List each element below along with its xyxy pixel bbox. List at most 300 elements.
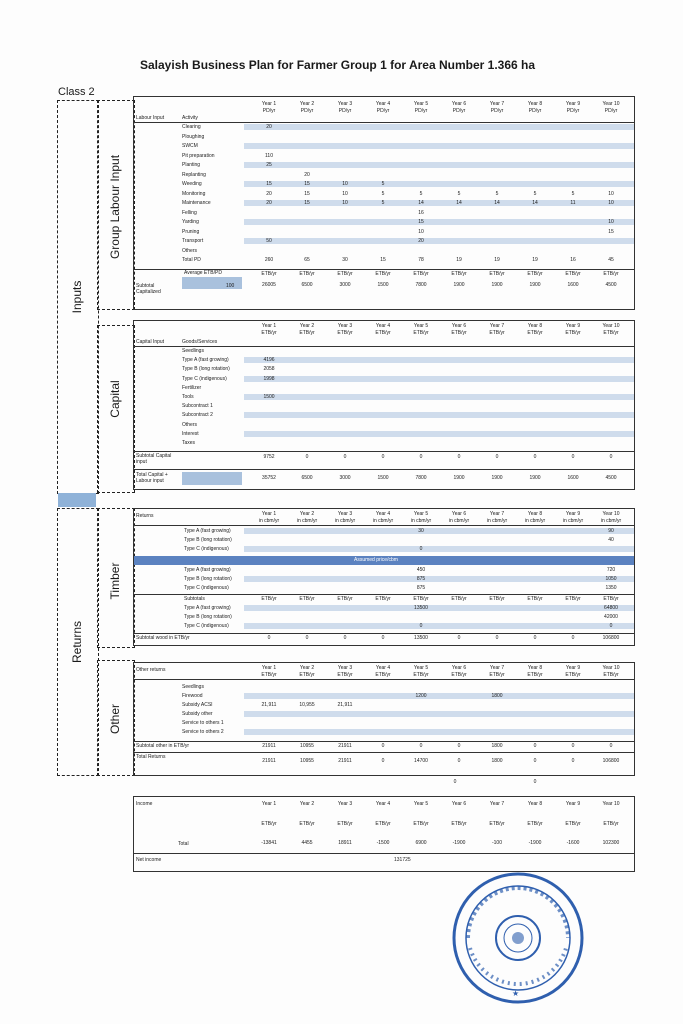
row-label: Type C (indigenous) <box>182 375 227 382</box>
sep <box>134 346 634 347</box>
cell-value: 0 <box>609 743 613 749</box>
sep <box>134 451 634 452</box>
unit2: ETB/yr <box>337 271 353 277</box>
unit2: ETB/yr <box>451 271 467 277</box>
cell-value: 5 <box>419 190 423 197</box>
cell-value: 21,911 <box>261 702 277 708</box>
unit-header: ETB/yr <box>565 330 581 336</box>
row-shade <box>244 711 634 717</box>
unit2: ETB/yr <box>603 596 619 602</box>
unit-header: ETB/yr <box>261 330 277 336</box>
unit2: ETB/yr <box>489 596 505 602</box>
year-header: Year 6 <box>451 665 467 671</box>
row-label: Ploughing <box>182 133 205 140</box>
row-label: Others <box>182 421 198 428</box>
income-table <box>133 796 635 872</box>
subtotal-label: Subtotal Capitalized <box>136 283 161 295</box>
row-label: Maintenance <box>182 200 211 206</box>
cell-value: 20 <box>304 171 310 178</box>
labour-label: Group Labour Input <box>108 154 122 260</box>
cell-value: -1900 <box>452 840 466 846</box>
unit-header: ETB/yr <box>451 821 467 827</box>
cell-value: -1500 <box>376 840 390 846</box>
row-shade <box>244 124 634 130</box>
other-label: Other <box>108 704 122 735</box>
year-header: Year 2 <box>299 323 315 329</box>
unit-header: in cbm/yr <box>486 518 508 524</box>
cell-value: 0 <box>533 635 537 641</box>
unit2: ETB/yr <box>527 596 543 602</box>
cell-value: 7800 <box>415 475 427 481</box>
cell-value: 18911 <box>338 840 352 846</box>
cell-value: 14 <box>456 200 462 206</box>
year-header: Year 3 <box>337 801 353 807</box>
unit-header: PD/yr <box>452 108 466 114</box>
cell-value: 1800 <box>491 743 503 749</box>
year-header: Year 2 <box>299 511 315 517</box>
cell-value: 4196 <box>263 357 275 364</box>
unit2: ETB/yr <box>489 271 505 277</box>
unit-header: PD/yr <box>414 108 428 114</box>
cell-value: 10 <box>342 190 348 197</box>
row-label: Total PD <box>182 257 201 263</box>
cell-value: 10955 <box>300 743 314 749</box>
cell-value: 1350 <box>605 585 617 591</box>
unit-header: in cbm/yr <box>372 518 394 524</box>
unit2: ETB/yr <box>261 271 277 277</box>
year-header: Year 2 <box>299 801 315 807</box>
cell-value: 0 <box>343 635 347 641</box>
year-header: Year 9 <box>565 511 581 517</box>
cell-value: 15 <box>304 200 310 206</box>
year-header: Year 3 <box>337 101 353 107</box>
cell-value: 0 <box>533 758 537 764</box>
row-shade <box>244 143 634 149</box>
year-header: Year 8 <box>527 323 543 329</box>
unit-header: in cbm/yr <box>410 518 432 524</box>
year-header: Year 7 <box>489 665 505 671</box>
unit-header: ETB/yr <box>337 821 353 827</box>
year-header: Year 3 <box>337 323 353 329</box>
unit2: ETB/yr <box>451 596 467 602</box>
capital-table <box>133 320 635 490</box>
cell-value: 42000 <box>604 614 618 620</box>
year-header: Year 5 <box>413 801 429 807</box>
cell-value: 1600 <box>567 475 579 481</box>
unit2: ETB/yr <box>375 271 391 277</box>
cell-value: -13841 <box>261 840 277 846</box>
cell-value: 5 <box>457 190 461 197</box>
unit-header: ETB/yr <box>489 330 505 336</box>
year-header: Year 7 <box>489 323 505 329</box>
wood-label: Subtotal wood in ETB/yr <box>136 635 190 641</box>
year-header: Year 3 <box>337 511 353 517</box>
year-header: Year 7 <box>489 801 505 807</box>
cell-value: 16 <box>570 257 576 263</box>
sep <box>134 594 634 595</box>
cell-value: 15 <box>418 219 424 225</box>
year-header: Year 5 <box>413 665 429 671</box>
cell-value: 35752 <box>262 475 276 481</box>
cell-value: 3000 <box>339 282 351 288</box>
cell-value: 15 <box>380 257 386 263</box>
cell-value: 19 <box>532 257 538 263</box>
cell-value: 1500 <box>377 475 389 481</box>
unit-header: PD/yr <box>566 108 580 114</box>
row-shade <box>244 376 634 382</box>
year-header: Year 10 <box>602 511 620 517</box>
row-label: Felling <box>182 209 197 216</box>
inputs-label: Inputs <box>70 280 84 314</box>
cell-value: 15 <box>304 190 310 197</box>
cell-value: 10,955 <box>299 702 315 708</box>
cell-value: 1900 <box>491 282 503 288</box>
cell-value: 50 <box>266 238 272 244</box>
unit-header: ETB/yr <box>603 330 619 336</box>
cell-value: 875 <box>416 585 426 591</box>
unit-header: ETB/yr <box>603 672 619 678</box>
cell-value: 10 <box>342 181 348 187</box>
year-header: Year 5 <box>413 511 429 517</box>
row-label: Planting <box>182 162 201 168</box>
cell-value: 21911 <box>262 743 276 749</box>
year-header: Year 4 <box>375 801 391 807</box>
cell-value: 65 <box>304 257 310 263</box>
cell-value: 0 <box>571 635 575 641</box>
row-label: Weeding <box>182 181 202 187</box>
capital-head: Capital Input <box>136 339 165 345</box>
row-label: Firewood <box>182 693 203 699</box>
cell-value: 14 <box>494 200 500 206</box>
unit-header: PD/yr <box>604 108 618 114</box>
year-header: Year 10 <box>602 665 620 671</box>
unit-header: ETB/yr <box>565 821 581 827</box>
below-1: 0 <box>533 779 537 785</box>
unit-header: ETB/yr <box>565 672 581 678</box>
sep <box>134 525 634 526</box>
unit-header: ETB/yr <box>527 821 543 827</box>
cell-value: 19 <box>494 257 500 263</box>
year-header: Year 8 <box>527 665 543 671</box>
svg-text:★: ★ <box>512 989 520 998</box>
unit-header: PD/yr <box>376 108 390 114</box>
cell-value: 106800 <box>602 758 620 764</box>
cell-value: 1900 <box>529 475 541 481</box>
row-label: Subcontract 1 <box>182 403 213 410</box>
cell-value: -100 <box>491 840 502 846</box>
cell-value: 4455 <box>301 840 313 846</box>
cell-value: 30 <box>418 528 424 534</box>
cell-value: 0 <box>381 635 385 641</box>
unit-header: PD/yr <box>490 108 504 114</box>
cell-value: 0 <box>609 623 613 629</box>
row-label: Seedlings <box>182 348 204 354</box>
cell-value: 40 <box>608 537 614 543</box>
cell-value: 1800 <box>491 758 503 764</box>
cell-value: 90 <box>608 528 614 534</box>
unit2: ETB/yr <box>413 596 429 602</box>
year-header: Year 8 <box>527 511 543 517</box>
cell-value: 0 <box>381 743 385 749</box>
year-header: Year 3 <box>337 665 353 671</box>
unit-header: ETB/yr <box>451 330 467 336</box>
cell-value: 6900 <box>415 840 427 846</box>
year-header: Year 7 <box>489 101 505 107</box>
sep <box>134 752 634 753</box>
cell-value: 0 <box>419 623 423 629</box>
unit2: ETB/yr <box>299 596 315 602</box>
year-header: Year 10 <box>602 101 620 107</box>
cell-value: 25 <box>266 162 272 168</box>
cell-value: 1900 <box>453 282 465 288</box>
row-label: Type A (fast growing) <box>184 567 231 573</box>
row-label: Subsidy other <box>182 711 213 717</box>
cell-value: 10955 <box>300 758 314 764</box>
year-header: Year 9 <box>565 665 581 671</box>
cell-value: 45 <box>608 257 614 263</box>
subtotal-label: Subtotal other in ETB/yr <box>136 743 190 749</box>
unit-header: ETB/yr <box>299 672 315 678</box>
row-label: Transport <box>182 238 204 244</box>
row-shade <box>244 431 634 437</box>
cell-value: 1900 <box>491 475 503 481</box>
year-header: Year 8 <box>527 801 543 807</box>
cell-value: 7800 <box>415 282 427 288</box>
cell-value: 0 <box>571 454 575 460</box>
unit-header: ETB/yr <box>299 330 315 336</box>
cell-value: 1900 <box>453 475 465 481</box>
cell-value: 16 <box>418 209 424 216</box>
row-label: Replanting <box>182 171 206 178</box>
income-label: Income <box>136 801 153 807</box>
cell-value: 0 <box>533 454 537 460</box>
year-header: Year 9 <box>565 101 581 107</box>
year-header: Year 6 <box>451 801 467 807</box>
year-header: Year 4 <box>375 511 391 517</box>
cell-value: 20 <box>266 200 272 206</box>
cell-value: 3000 <box>339 475 351 481</box>
cell-value: 875 <box>416 576 426 582</box>
unit2: ETB/yr <box>261 596 277 602</box>
year-header: Year 1 <box>261 323 277 329</box>
cell-value: 0 <box>495 454 499 460</box>
year-header: Year 6 <box>451 101 467 107</box>
net-value: 131725 <box>394 857 411 863</box>
row-label: Service to others 1 <box>182 720 224 726</box>
cell-value: 1050 <box>605 576 617 582</box>
cell-value: 13500 <box>414 635 428 641</box>
row-shade <box>244 394 634 400</box>
cell-value: 110 <box>265 152 273 159</box>
unit-header: ETB/yr <box>261 821 277 827</box>
row-label: Fertilizer <box>182 384 202 391</box>
unit-header: in cbm/yr <box>524 518 546 524</box>
cell-value: 1200 <box>415 693 427 699</box>
cell-value: 5 <box>495 190 499 197</box>
cell-value: 0 <box>571 758 575 764</box>
cell-value: 0 <box>495 635 499 641</box>
cell-value: 10 <box>342 200 348 206</box>
cell-value: 26005 <box>262 282 276 288</box>
row-label: Type B (long rotation) <box>184 537 232 543</box>
year-header: Year 4 <box>375 101 391 107</box>
year-header: Year 1 <box>261 665 277 671</box>
unit-header: PD/yr <box>338 108 352 114</box>
unit-header: ETB/yr <box>527 330 543 336</box>
row-label: Type A (fast growing) <box>182 357 229 364</box>
cell-value: 0 <box>381 454 385 460</box>
cell-value: 1800 <box>491 693 503 699</box>
unit-header: in cbm/yr <box>448 518 470 524</box>
unit2: ETB/yr <box>413 271 429 277</box>
total-fill <box>182 472 242 485</box>
row-shade <box>244 729 634 735</box>
unit-header: ETB/yr <box>603 821 619 827</box>
cell-value: 5 <box>381 190 385 197</box>
cell-value: 14 <box>418 200 424 206</box>
unit-header: in cbm/yr <box>600 518 622 524</box>
net-label: Net income <box>136 857 162 863</box>
year-header: Year 8 <box>527 101 543 107</box>
year-header: Year 2 <box>299 665 315 671</box>
unit-header: ETB/yr <box>375 821 391 827</box>
unit2: ETB/yr <box>375 596 391 602</box>
total-label: Total Capital + Labour input <box>136 472 168 484</box>
class-label: Class 2 <box>58 86 95 98</box>
unit-header: ETB/yr <box>451 672 467 678</box>
unit-header: ETB/yr <box>413 821 429 827</box>
gap-fill <box>58 493 96 507</box>
row-label: Pit preparation <box>182 152 215 159</box>
year-header: Year 10 <box>602 323 620 329</box>
timber-table <box>133 508 635 646</box>
row-shade <box>244 357 634 363</box>
labour-head: Labour Input <box>136 115 165 121</box>
cell-value: 450 <box>416 567 426 573</box>
unit2: ETB/yr <box>337 596 353 602</box>
row-label: Subcontract 2 <box>182 412 213 419</box>
year-header: Year 1 <box>261 101 277 107</box>
other-head: Other returns <box>136 667 166 673</box>
cell-value: 13500 <box>414 605 428 611</box>
cell-value: 1500 <box>263 394 275 400</box>
row-label: Subsidy ACSI <box>182 702 213 708</box>
unit-header: PD/yr <box>262 108 276 114</box>
unit-header: in cbm/yr <box>334 518 356 524</box>
cell-value: 10 <box>608 200 614 206</box>
unit-header: ETB/yr <box>299 821 315 827</box>
goods-head: Goods/Services <box>182 339 218 345</box>
row-label: Type A (fast growing) <box>184 605 231 611</box>
cell-value: 64800 <box>604 605 618 611</box>
returns-head: Returns <box>136 513 154 519</box>
cell-value: 106800 <box>602 635 620 641</box>
cell-value: 0 <box>533 743 537 749</box>
year-header: Year 4 <box>375 665 391 671</box>
cell-value: 0 <box>343 454 347 460</box>
cell-value: 1600 <box>567 282 579 288</box>
cell-value: 1500 <box>377 282 389 288</box>
row-label: Type C (indigenous) <box>184 623 229 629</box>
cell-value: 21911 <box>338 743 352 749</box>
unit-header: ETB/yr <box>489 672 505 678</box>
year-header: Year 5 <box>413 323 429 329</box>
year-header: Year 1 <box>261 511 277 517</box>
official-stamp <box>448 868 588 1008</box>
sep <box>134 122 634 123</box>
cell-value: 4500 <box>605 475 617 481</box>
cell-value: 0 <box>305 454 309 460</box>
cell-value: 720 <box>606 567 616 573</box>
row-label: Type B (long rotation) <box>184 614 232 620</box>
below-0: 0 <box>453 779 457 785</box>
sep <box>134 853 634 854</box>
cell-value: 2058 <box>263 366 275 373</box>
year-header: Year 2 <box>299 101 315 107</box>
cell-value: 0 <box>419 546 423 552</box>
cell-value: 0 <box>419 454 423 460</box>
sep <box>134 469 634 470</box>
row-label: Others <box>182 247 198 254</box>
cell-value: 0 <box>381 758 385 764</box>
cell-value: 6500 <box>301 282 313 288</box>
row-shade <box>244 412 634 418</box>
cell-value: 0 <box>457 743 461 749</box>
sep <box>134 679 634 680</box>
capital-label: Capital <box>108 380 122 418</box>
cell-value: 0 <box>457 454 461 460</box>
unit-header: in cbm/yr <box>258 518 280 524</box>
unit-header: in cbm/yr <box>296 518 318 524</box>
avg-value: 100 <box>226 283 235 289</box>
year-header: Year 9 <box>565 801 581 807</box>
unit-header: ETB/yr <box>489 821 505 827</box>
unit-header: ETB/yr <box>261 672 277 678</box>
unit-header: in cbm/yr <box>562 518 584 524</box>
returns-label: Returns <box>70 620 84 663</box>
cell-value: 15 <box>266 181 272 187</box>
unit-header: PD/yr <box>300 108 314 114</box>
year-header: Year 9 <box>565 323 581 329</box>
timber-label: Timber <box>108 562 122 600</box>
cell-value: 10 <box>608 190 614 197</box>
other-table <box>133 662 635 785</box>
row-label: Service to others 2 <box>182 729 224 735</box>
cell-value: 0 <box>609 454 613 460</box>
cell-value: 10 <box>418 228 424 235</box>
row-shade <box>244 162 634 168</box>
cell-value: 9752 <box>263 454 275 460</box>
activity-head: Activity <box>182 115 198 121</box>
row-label: Taxes <box>182 440 196 446</box>
row-label: Type C (indigenous) <box>184 585 229 591</box>
cell-value: 19 <box>456 257 462 263</box>
year-header: Year 4 <box>375 323 391 329</box>
cell-value: 20 <box>418 238 424 244</box>
row-label: Type A (fast growing) <box>184 528 231 534</box>
unit-header: ETB/yr <box>337 330 353 336</box>
year-header: Year 6 <box>451 323 467 329</box>
row-label: Type C (indigenous) <box>184 546 229 552</box>
subtotals-label: Subtotals <box>184 596 205 602</box>
total-label: Total Returns <box>136 754 166 760</box>
cell-value: 102300 <box>602 840 620 846</box>
cell-value: 15 <box>304 181 310 187</box>
year-header: Year 5 <box>413 101 429 107</box>
cell-value: 11 <box>570 200 576 206</box>
cell-value: 1998 <box>263 375 275 382</box>
unit2: ETB/yr <box>603 271 619 277</box>
